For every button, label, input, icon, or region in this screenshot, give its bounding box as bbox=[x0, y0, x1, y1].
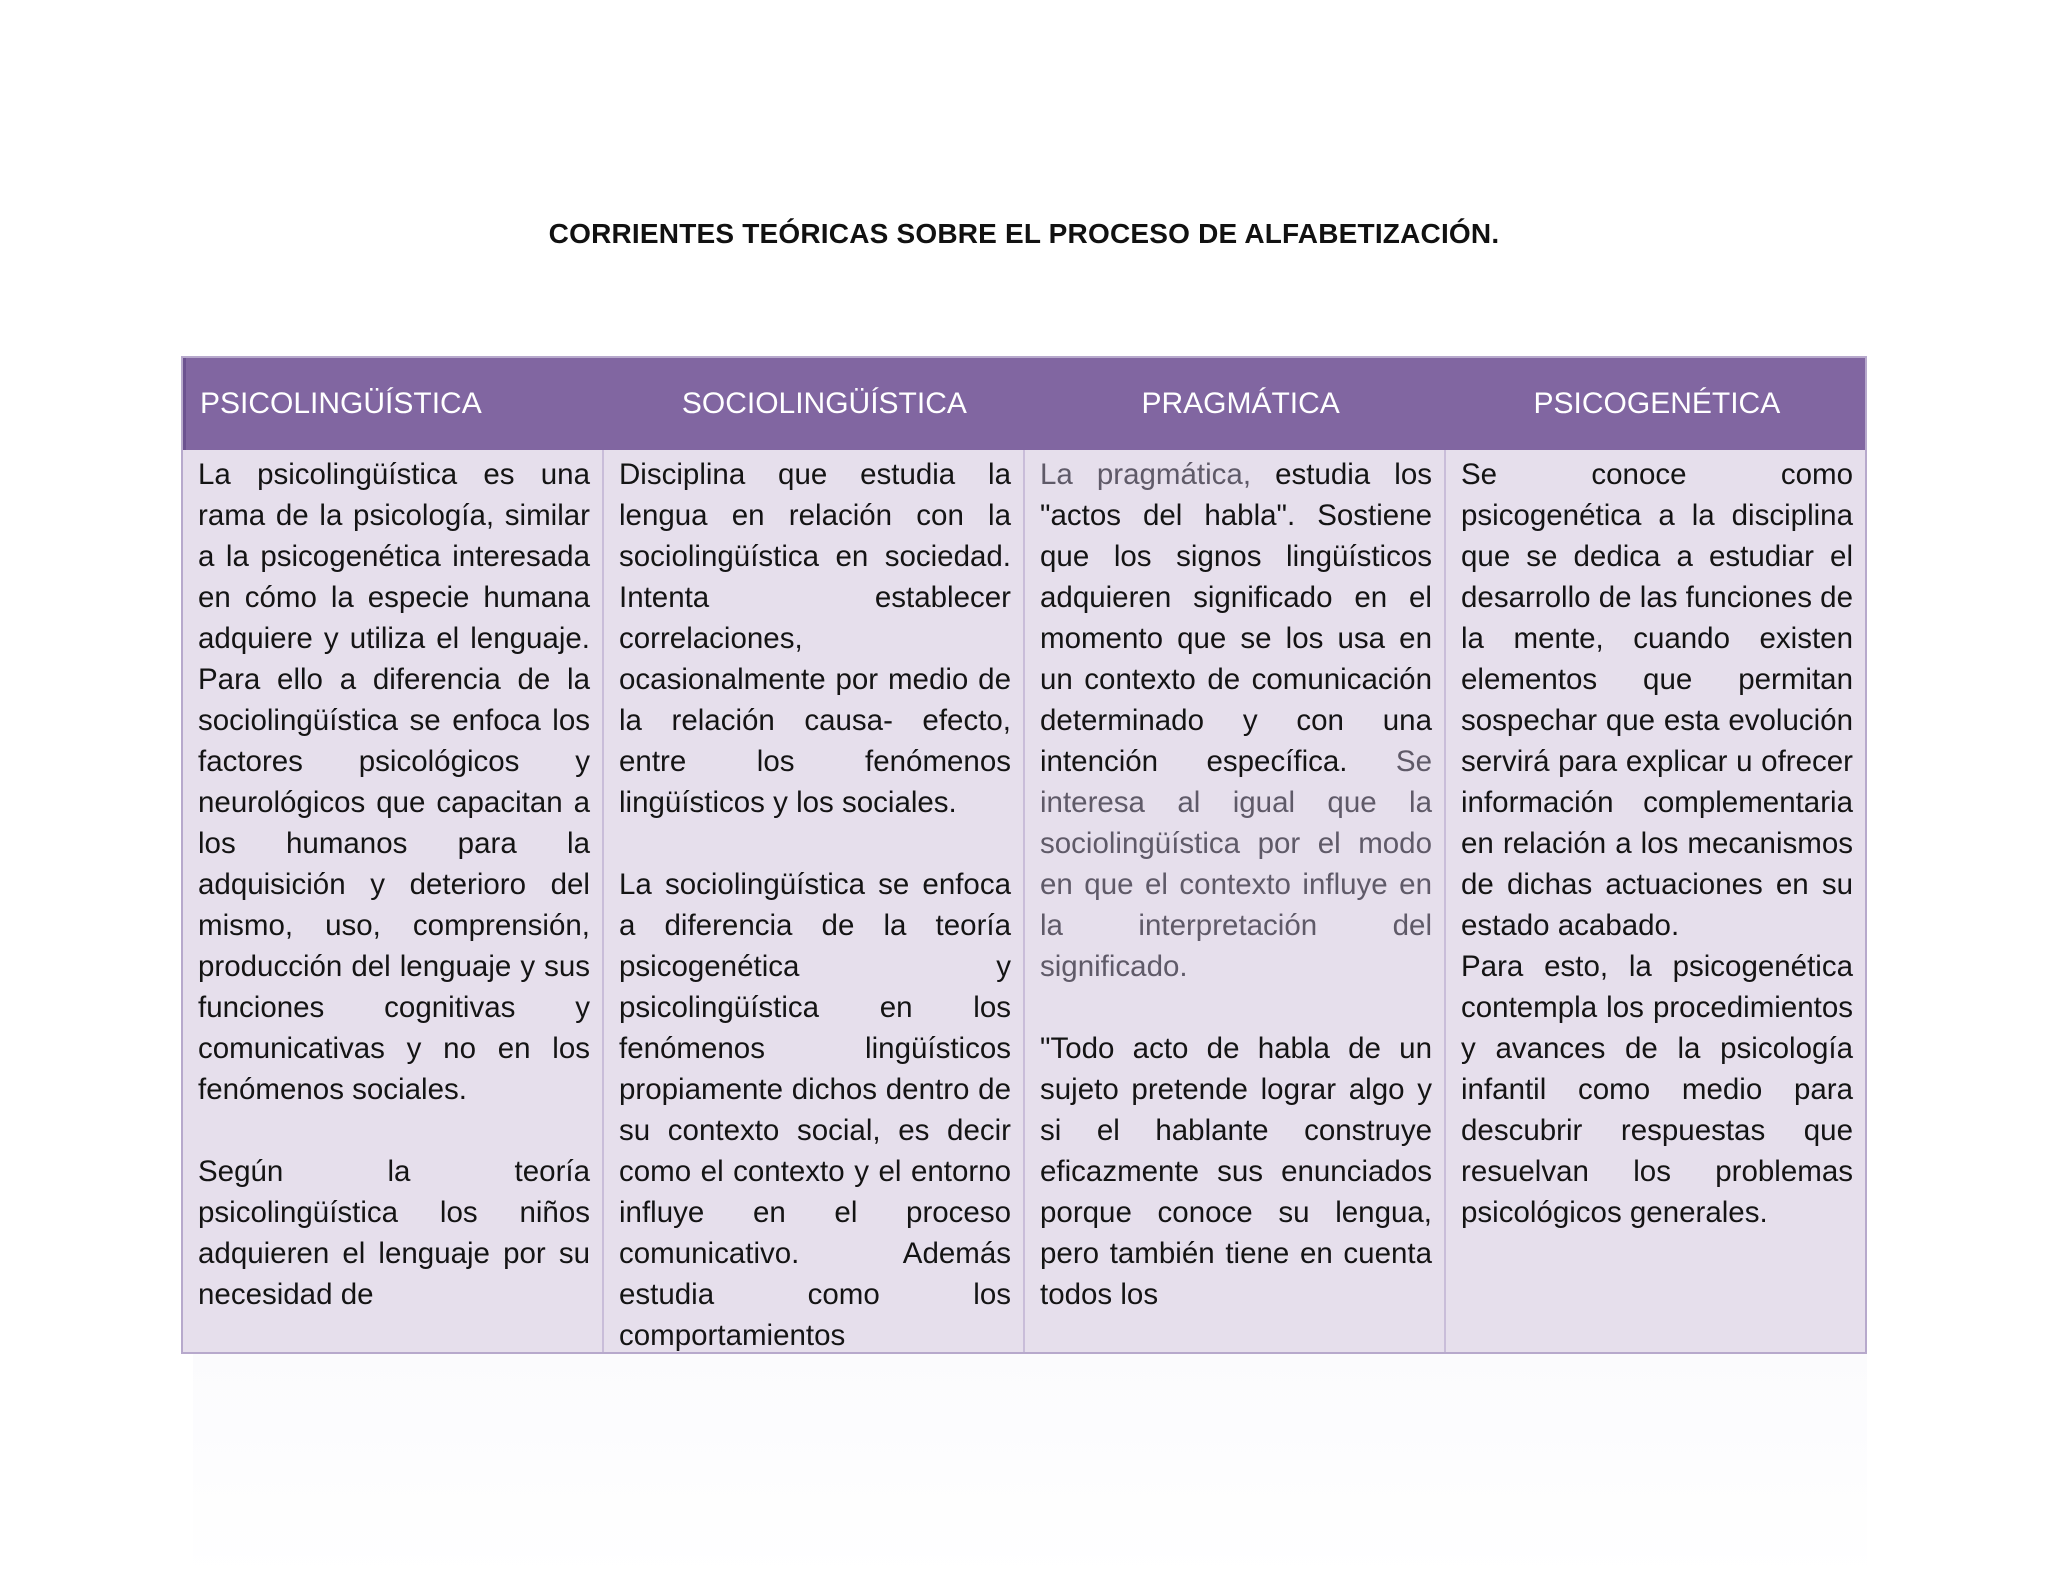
table-body-row bbox=[183, 450, 1865, 1354]
cell-psicolinguistica bbox=[183, 450, 604, 1354]
psicolinguistica-paragraph-2: Según la teoría psicolingüística los niños adquieren el lenguaje por su necesidad de bbox=[198, 1155, 590, 1311]
pragmatica-lead-text: La pragmática, bbox=[1040, 458, 1252, 491]
cell-psicogenetica bbox=[1446, 450, 1865, 1354]
pragmatica-tail-text: Se interesa al igual que la sociolingüística por el modo en que el contexto influye en la interpretación del significado. bbox=[1040, 745, 1432, 983]
sociolinguistica-paragraph-2: La sociolingüística se enfoca a diferencia de la teoría psicogenética y psicolingüística en los fenómenos lingüísticos propiamente dichos dentro de su contexto social, es decir como el contexto y el entorno influye en el proceso comunicativo. Además estudia como los comportamientos bbox=[619, 868, 1011, 1352]
pragmatica-paragraph-1 bbox=[1040, 454, 1432, 987]
page-bottom-area bbox=[193, 1354, 1867, 1582]
cell-sociolinguistica bbox=[604, 450, 1025, 1354]
psicogenetica-paragraph-2: Para esto, la psicogenética contempla los procedimientos y avances de la psicología infantil como medio para descubrir respuestas que resuelvan los problemas psicológicos generales. bbox=[1461, 950, 1853, 1229]
header-psicolinguistica: PSICOLINGÜÍSTICA bbox=[200, 387, 482, 420]
pragmatica-main-text: estudia los "actos del habla". Sostiene que los signos lingüísticos adquieren significado en el momento que se los usa en un contexto de comunicación determinado y con una intención específica. bbox=[1040, 458, 1432, 778]
cell-pragmatica bbox=[1025, 450, 1446, 1354]
header-sociolinguistica: SOCIOLINGÜÍSTICA bbox=[681, 387, 967, 420]
psicogenetica-paragraph-1: Se conoce como psicogenética a la disciplina que se dedica a estudiar el desarrollo de las funciones de la mente, cuando existen elementos que permitan sospechar que esta evolución servirá para explicar u ofrecer información complementaria en relación a los mecanismos de dichas actuaciones en su estado acabado. bbox=[1461, 458, 1853, 942]
theories-table bbox=[181, 356, 1867, 1354]
sociolinguistica-paragraph-1: Disciplina que estudia la lengua en relación con la sociolingüística en sociedad. Intenta establecer correlaciones, ocasionalmente por medio de la relación causa- efecto, entre los fenómenos lingüísticos y los sociales. bbox=[619, 458, 1011, 819]
psicolinguistica-paragraph-1: La psicolingüística es una rama de la psicología, similar a la psicogenética interesada en cómo la especie humana adquiere y utiliza el lenguaje. Para ello a diferencia de la sociolingüística se enfoca los factores psicológicos y neurológicos que capacitan a los humanos para la adquisición y deterioro del mismo, uso, comprensión, producción del lenguaje y sus funciones cognitivas y comunicativas y no en los fenómenos sociales. bbox=[198, 458, 590, 1106]
header-pragmatica: PRAGMÁTICA bbox=[1141, 387, 1340, 420]
table-header-row bbox=[183, 358, 1865, 450]
pragmatica-paragraph-2: "Todo acto de habla de un sujeto pretende lograr algo y si el hablante construye eficazmente sus enunciados porque conoce su lengua, pero también tiene en cuenta todos los bbox=[1040, 1032, 1432, 1311]
document-title: CORRIENTES TEÓRICAS SOBRE EL PROCESO DE ALFABETIZACIÓN. bbox=[548, 218, 1500, 249]
header-psicogenetica: PSICOGENÉTICA bbox=[1533, 387, 1781, 420]
